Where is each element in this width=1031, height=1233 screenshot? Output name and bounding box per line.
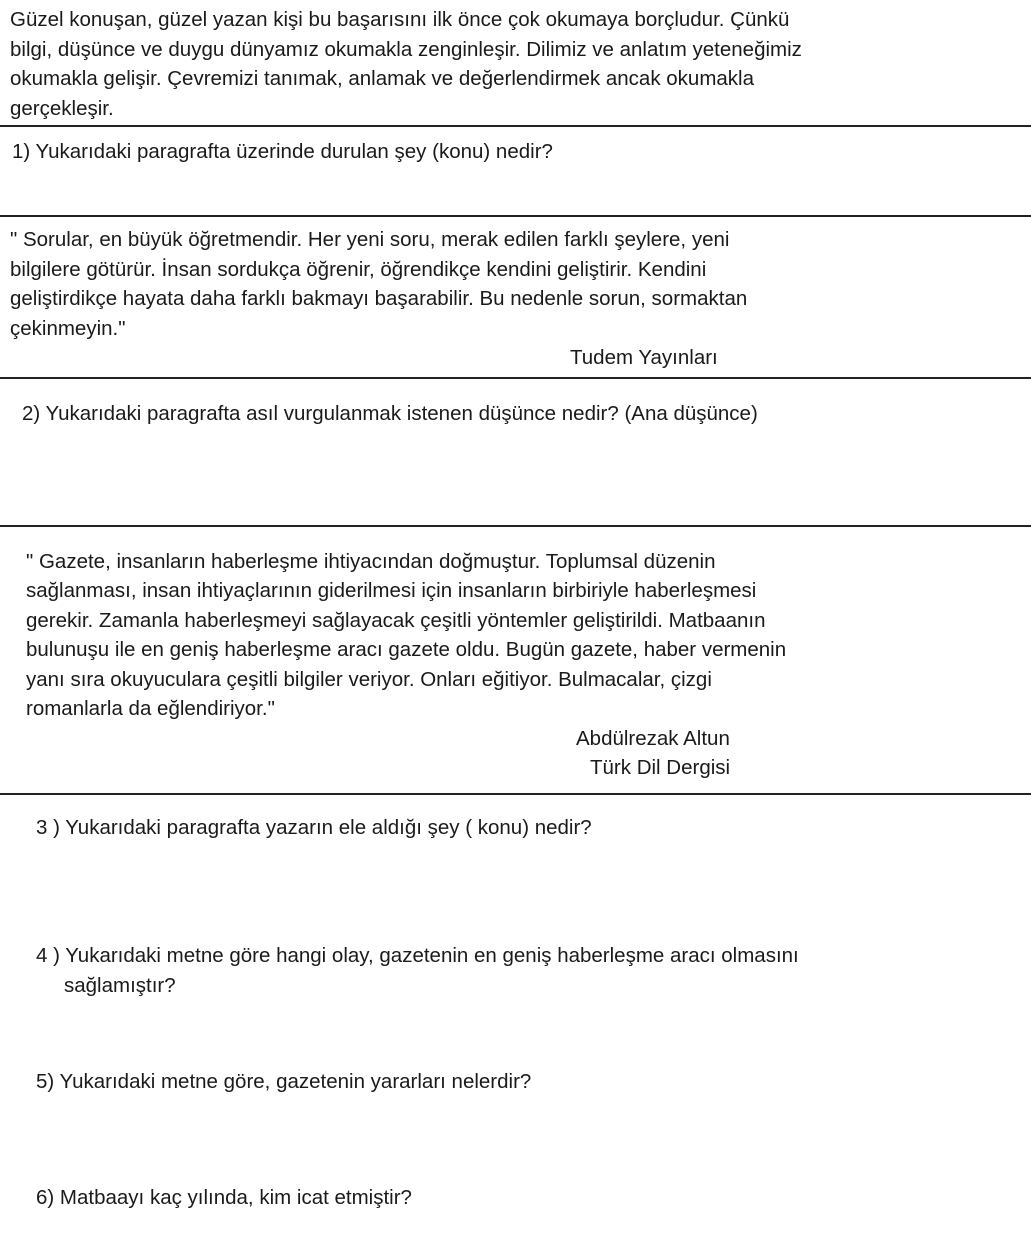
author-name: Abdülrezak Altun <box>576 726 730 750</box>
question-6: 6) Matbaayı kaç yılında, kim icat etmiştir? <box>36 1185 412 1209</box>
paragraph-line: gerçekleşir. <box>10 96 114 120</box>
paragraph-line: çekinmeyin." <box>10 316 126 340</box>
paragraph-line: okumakla gelişir. Çevremizi tanımak, anlamak ve değerlendirmek ancak okumakla <box>10 67 755 90</box>
question-2-area <box>0 379 1031 525</box>
paragraph-reading <box>0 0 1031 125</box>
question-1: 1) Yukarıdaki paragrafta üzerinde durulan şey (konu) nedir? <box>12 140 553 163</box>
question-1-area <box>0 127 1031 215</box>
question-4: 4 ) Yukarıdaki metne göre hangi olay, gazetenin en geniş haberleşme aracı olmasını <box>36 943 799 967</box>
question-5: 5) Yukarıdaki metne göre, gazetenin yararları nelerdir? <box>36 1069 532 1093</box>
source-turk-dil: Türk Dil Dergisi <box>590 756 731 779</box>
paragraph-line: sağlanması, insan ihtiyaçlarının giderilmesi için insanların birbiriyle haberleşmesi <box>26 579 757 602</box>
paragraph-line: bilgilere götürür. İnsan sordukça öğrenir, öğrendikçe kendini geliştirir. Kendini <box>10 257 707 281</box>
paragraph-line: bulunuşu ile en geniş haberleşme aracı gazete oldu. Bugün gazete, haber vermenin <box>26 638 787 661</box>
source-tudem: Tudem Yayınları <box>570 346 718 369</box>
question-2: 2) Yukarıdaki paragrafta asıl vurgulanmak istenen düşünce nedir? (Ana düşünce) <box>22 401 758 425</box>
paragraph-line: Güzel konuşan, güzel yazan kişi bu başarısını ilk önce çok okumaya borçludur. Çünkü <box>10 8 790 31</box>
paragraph-line: " Gazete, insanların haberleşme ihtiyacından doğmuştur. Toplumsal düzenin <box>26 549 716 573</box>
paragraph-line: romanlarla da eğlendiriyor." <box>26 697 275 720</box>
question-4-cont: sağlamıştır? <box>64 973 176 997</box>
paragraph-line: geliştirdikçe hayata daha farklı bakmayı başarabilir. Bu nedenle sorun, sormaktan <box>10 287 748 310</box>
paragraph-questions <box>0 217 1031 377</box>
paragraph-line: bilgi, düşünce ve duygu dünyamız okumakla zenginleşir. Dilimiz ve anlatım yeteneğimiz <box>10 37 802 61</box>
paragraph-line: " Sorular, en büyük öğretmendir. Her yeni soru, merak edilen farklı şeylere, yeni <box>10 228 730 251</box>
paragraph-line: yanı sıra okuyuculara çeşitli bilgiler veriyor. Onları eğitiyor. Bulmacalar, çizgi <box>26 667 712 691</box>
paragraph-newspaper <box>0 527 1031 793</box>
paragraph-line: gerekir. Zamanla haberleşmeyi sağlayacak çeşitli yöntemler geliştirildi. Matbaanın <box>26 608 766 632</box>
question-3: 3 ) Yukarıdaki paragrafta yazarın ele aldığı şey ( konu) nedir? <box>36 815 592 839</box>
questions-area <box>0 795 1031 1233</box>
